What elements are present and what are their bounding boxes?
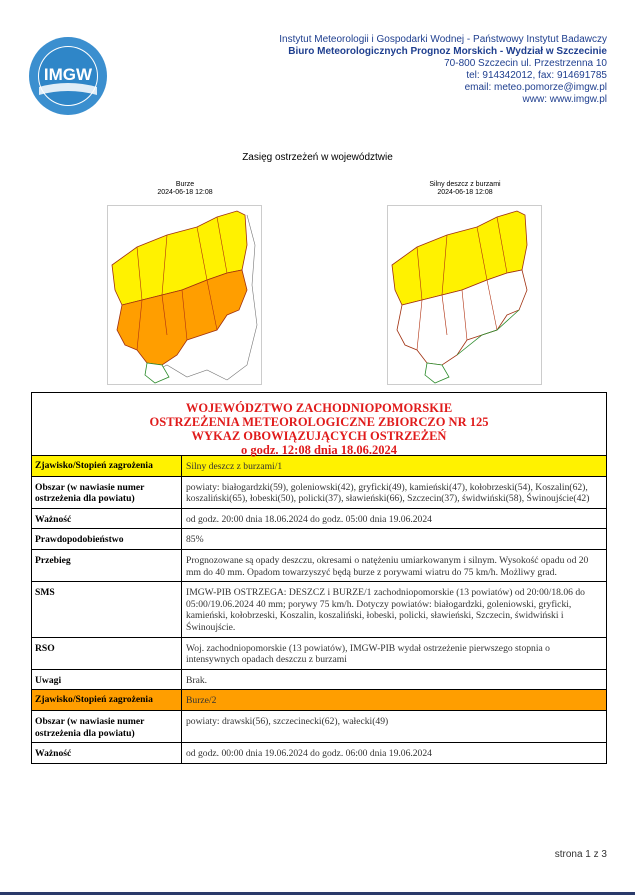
table-row: [32, 508, 606, 529]
row-value: powiaty: drawski(56), szczecinecki(62), wałecki(49): [186, 715, 389, 727]
row-value: powiaty: białogardzki(59), goleniowski(42), gryficki(49), kamieński(47), kołobrzeski(54), Koszalin(62), koszaliński(65), łobeski(50), policki(37), sławieński(66), Szczecin(37), świdwiński(58), Świnoujście(42): [186, 481, 590, 505]
row-key: Zjawisko/Stopień zagrożenia: [32, 456, 182, 476]
table-row: [32, 549, 606, 581]
map-burze: [107, 205, 257, 380]
row-key: Ważność: [32, 509, 182, 529]
bureau-name: Biuro Meteorologicznych Prognoz Morskich - Wydział w Szczecinie: [288, 46, 607, 57]
row-value: Brak.: [186, 674, 208, 686]
website: www: www.imgw.pl: [522, 94, 607, 105]
map-deszcz-date: 2024-06-18 12:08: [437, 189, 493, 196]
page-number: strona 1 z 3: [554, 849, 607, 860]
table-row: [32, 455, 606, 476]
row-value: IMGW-PIB OSTRZEGA: DESZCZ i BURZE/1 zachodniopomorskie (13 powiatów) od 20:00/18.06 do 05:00/19.06.2024 40 mm; porywy 75 km/h. Dotyczy powiatów: białogardzki, goleniowski, gryficki, kamieński, kołobrzeski, Koszalin, koszaliński, łobeski, policki, sławieński, Szczecin, świdwiński i Świnoujście.: [186, 587, 585, 633]
title-warnings: OSTRZEŻENIA METEOROLOGICZNE ZBIORCZO NR 125: [149, 415, 489, 429]
row-key: Zjawisko/Stopień zagrożenia: [32, 690, 182, 710]
map-burze-date: 2024-06-18 12:08: [157, 189, 213, 196]
address: 70-800 Szczecin ul. Przestrzenna 10: [444, 58, 607, 69]
row-value: od godz. 20:00 dnia 18.06.2024 do godz. 05:00 dnia 19.06.2024: [186, 513, 432, 525]
table-row: [32, 742, 606, 763]
imgw-logo: [27, 35, 109, 117]
row-key: Obszar (w nawiasie numer ostrzeżenia dla powiatu): [32, 711, 182, 742]
row-key: SMS: [32, 582, 182, 636]
warning-title: [32, 393, 606, 455]
table-row: [32, 476, 606, 508]
table-row: [32, 710, 606, 742]
row-value: od godz. 00:00 dnia 19.06.2024 do godz. 06:00 dnia 19.06.2024: [186, 748, 432, 760]
row-value: Burze/2: [186, 695, 217, 707]
email: email: meteo.pomorze@imgw.pl: [464, 82, 607, 93]
title-time: o godz. 12:08 dnia 18.06.2024: [241, 443, 397, 457]
row-key: Ważność: [32, 743, 182, 763]
institute-header: [147, 34, 607, 106]
table-row: [32, 689, 606, 710]
warning-table: [31, 392, 607, 764]
row-value: Woj. zachodniopomorskie (13 powiatów), IMGW-PIB wydał ostrzeżenie pierwszego stopnia o intensywnych opadach deszczu z burzami: [186, 642, 550, 666]
row-value: Silny deszcz z burzami/1: [186, 461, 283, 472]
title-voivodeship: WOJEWÓDZTWO ZACHODNIOPOMORSKIE: [185, 401, 453, 415]
row-key: Obszar (w nawiasie numer ostrzeżenia dla powiatu): [32, 477, 182, 508]
table-row: [32, 637, 606, 669]
row-value: 85%: [186, 534, 204, 546]
section-title: Zasięg ostrzeżeń w województwie: [242, 152, 393, 163]
map-deszcz: [387, 205, 537, 380]
row-key: Prawdopodobieństwo: [32, 529, 182, 549]
title-list: WYKAZ OBOWIĄZUJĄCYCH OSTRZEŻEŃ: [191, 429, 447, 443]
row-key: Przebieg: [32, 550, 182, 581]
row-key: RSO: [32, 638, 182, 669]
map-deszcz-caption: [385, 181, 545, 197]
phone-fax: tel: 914342012, fax: 914691785: [466, 70, 607, 81]
table-row: [32, 528, 606, 549]
row-key: Uwagi: [32, 670, 182, 690]
logo-text: IMGW: [43, 65, 93, 84]
row-value: Prognozowane są opady deszczu, okresami o natężeniu umiarkowanym i silnym. Wysokość opadu od 20 mm do 40 mm. Opadom towarzyszyć będą burze z porywami wiatru do 75 km/h. Możliwy grad.: [186, 554, 589, 578]
map-deszcz-title: Silny deszcz z burzami: [429, 181, 501, 188]
table-row: [32, 581, 606, 636]
table-row: [32, 669, 606, 690]
map-burze-caption: [105, 181, 265, 197]
institute-name: Instytut Meteorologii i Gospodarki Wodnej - Państwowy Instytut Badawczy: [279, 34, 607, 45]
map-burze-title: Burze: [175, 181, 195, 188]
